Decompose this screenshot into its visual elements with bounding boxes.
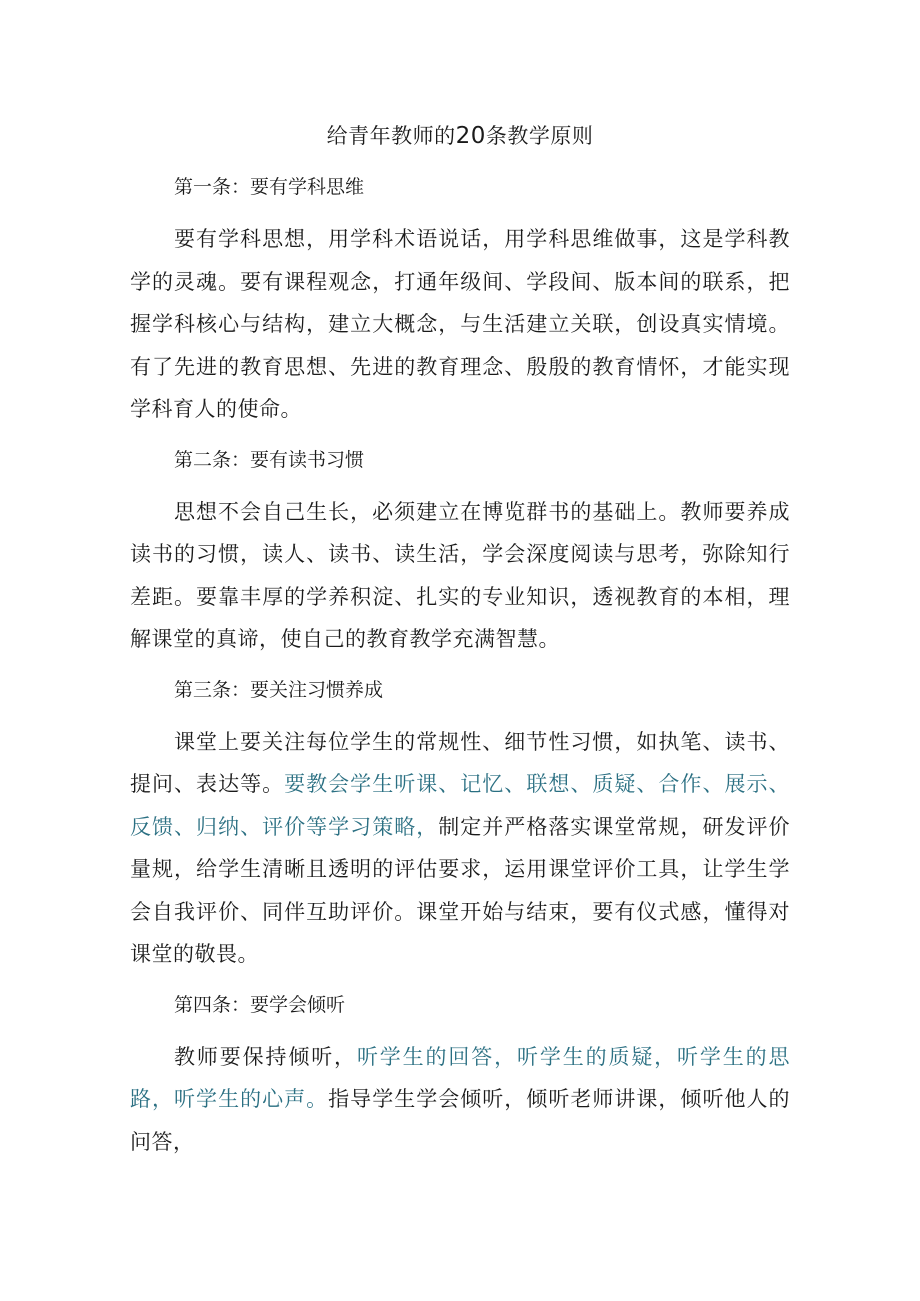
section-3-text-before: 课堂上要关注每位学生的常规性、细节性习惯，如执笔、读书、提问、表达等。 (130, 729, 790, 796)
section-1-text: 要有学科思想，用学科术语说话，用学科思维做事，这是学科教学的灵魂。要有课程观念，打通年级间、学段间、版本间的联系，把握学科核心与结构，建立大概念，与生活建立关联，创设真实情境。有了先进的教育思想、先进的教育理念、殷殷的教育情怀，才能实现学科育人的使命。 (130, 227, 790, 421)
section-4-text-after: 指导学生学会倾听，倾听老师讲课，倾听他人的问答， (130, 1087, 790, 1154)
section-3-text (130, 721, 790, 976)
section-3-heading: 第三条：要关注习惯养成 (174, 678, 384, 701)
section-2-heading: 第二条：要有读书习惯 (174, 448, 365, 471)
document-title (130, 116, 790, 156)
document-page (130, 116, 790, 1175)
title-suffix: 条教学原则 (485, 124, 594, 148)
section-3-text-highlight: 要教会学生听课、记忆、联想、质疑、合作、展示、反馈、归纳、评价等学习策略， (130, 772, 791, 839)
section-4-heading: 第四条：要学会倾听 (174, 993, 346, 1016)
title-number: 20 (455, 123, 486, 149)
section-4-text-highlight: 听学生的回答，听学生的质疑，听学生的思路，听学生的心声。 (130, 1044, 791, 1111)
section-4-text (130, 1036, 790, 1164)
section-1-heading: 第一条：要有学科思维 (174, 176, 365, 198)
section-4-text-before: 教师要保持倾听， (174, 1044, 357, 1069)
section-2-text: 思想不会自己生长，必须建立在博览群书的基础上。教师要养成读书的习惯，读人、读书、读生活，学会深度阅读与思考，弥除知行差距。要靠丰厚的学养积淀、扎实的专业知识，透视教育的本相，理解课堂的真谛，使自己的教育教学充满智慧。 (130, 499, 790, 651)
section-3-text-after: 制定并严格落实课堂常规，研发评价量规，给学生清晰且透明的评估要求，运用课堂评价工具，让学生学会自我评价、同伴互助评价。课堂开始与结束，要有仪式感，懂得对课堂的敬畏。 (130, 814, 791, 966)
title-prefix: 给青年教师的 (326, 124, 456, 148)
